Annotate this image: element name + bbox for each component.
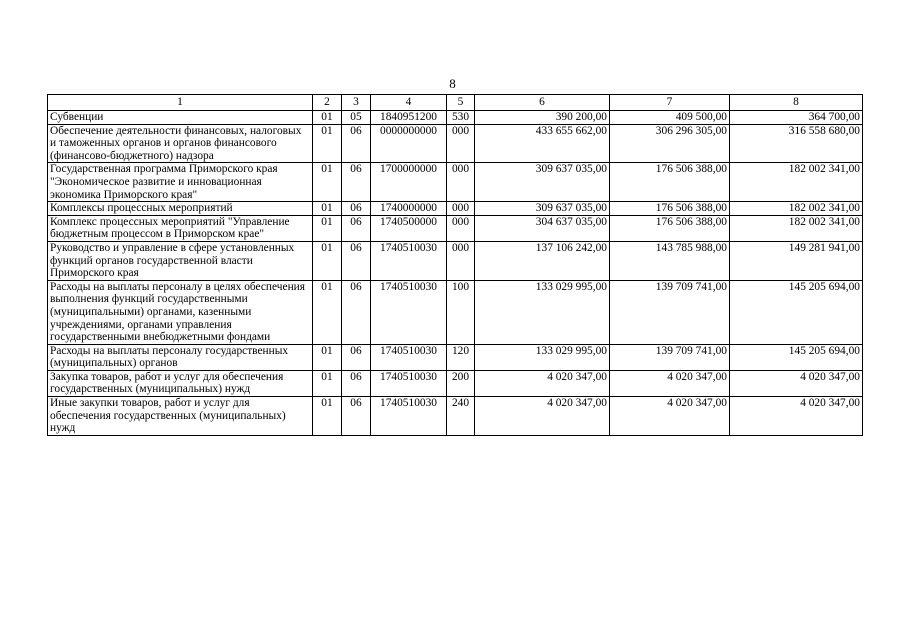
amount-col7: 176 506 388,00 [610,202,730,216]
subsection-code: 06 [342,370,371,396]
target-article-code: 1740500000 [371,215,447,241]
column-header: 1 [48,95,313,111]
expense-type-code: 530 [447,111,475,125]
amount-col6: 309 637 035,00 [475,202,610,216]
expense-name: Руководство и управление в сфере установленных функций органов государственной власти Приморского края [48,241,313,280]
subsection-code: 06 [342,344,371,370]
target-article-code: 1740000000 [371,202,447,216]
amount-col7: 176 506 388,00 [610,215,730,241]
amount-col8: 316 558 680,00 [730,124,863,163]
expense-type-code: 000 [447,124,475,163]
amount-col6: 137 106 242,00 [475,241,610,280]
target-article-code: 1740510030 [371,397,447,436]
expense-name: Обеспечение деятельности финансовых, налоговых и таможенных органов и органов финансового (финансово-бюджетного) надзора [48,124,313,163]
subsection-code: 06 [342,124,371,163]
table-row [48,202,863,216]
expense-name: Комплексы процессных мероприятий [48,202,313,216]
amount-col6: 4 020 347,00 [475,370,610,396]
table-row [48,124,863,163]
amount-col7: 409 500,00 [610,111,730,125]
subsection-code: 06 [342,280,371,344]
amount-col6: 133 029 995,00 [475,344,610,370]
section-code: 01 [313,124,342,163]
amount-col6: 433 655 662,00 [475,124,610,163]
column-header: 4 [371,95,447,111]
expense-name: Субвенции [48,111,313,125]
amount-col8: 149 281 941,00 [730,241,863,280]
amount-col7: 139 709 741,00 [610,344,730,370]
column-header: 5 [447,95,475,111]
amount-col8: 4 020 347,00 [730,397,863,436]
expense-name: Государственная программа Приморского края "Экономическое развитие и инновационная экономика Приморского края" [48,163,313,202]
target-article-code: 1740510030 [371,280,447,344]
expense-type-code: 100 [447,280,475,344]
section-code: 01 [313,241,342,280]
amount-col8: 182 002 341,00 [730,215,863,241]
expense-type-code: 240 [447,397,475,436]
subsection-code: 06 [342,241,371,280]
amount-col6: 304 637 035,00 [475,215,610,241]
column-header: 7 [610,95,730,111]
section-code: 01 [313,280,342,344]
subsection-code: 06 [342,202,371,216]
amount-col7: 306 296 305,00 [610,124,730,163]
subsection-code: 05 [342,111,371,125]
expense-name: Закупка товаров, работ и услуг для обеспечения государственных (муниципальных) нужд [48,370,313,396]
amount-col7: 143 785 988,00 [610,241,730,280]
amount-col6: 390 200,00 [475,111,610,125]
section-code: 01 [313,215,342,241]
section-code: 01 [313,397,342,436]
amount-col8: 182 002 341,00 [730,163,863,202]
amount-col7: 176 506 388,00 [610,163,730,202]
column-header: 2 [313,95,342,111]
section-code: 01 [313,344,342,370]
table-row [48,241,863,280]
column-header: 3 [342,95,371,111]
amount-col7: 139 709 741,00 [610,280,730,344]
column-header: 8 [730,95,863,111]
target-article-code: 0000000000 [371,124,447,163]
table-row [48,344,863,370]
expense-name: Расходы на выплаты персоналу государственных (муниципальных) органов [48,344,313,370]
expense-type-code: 120 [447,344,475,370]
amount-col8: 145 205 694,00 [730,344,863,370]
amount-col8: 364 700,00 [730,111,863,125]
subsection-code: 06 [342,215,371,241]
subsection-code: 06 [342,397,371,436]
amount-col6: 133 029 995,00 [475,280,610,344]
subsection-code: 06 [342,163,371,202]
target-article-code: 1700000000 [371,163,447,202]
amount-col7: 4 020 347,00 [610,397,730,436]
amount-col6: 309 637 035,00 [475,163,610,202]
expense-name: Иные закупки товаров, работ и услуг для обеспечения государственных (муниципальных) нужд [48,397,313,436]
section-code: 01 [313,370,342,396]
table-row [48,397,863,436]
expense-type-code: 000 [447,202,475,216]
page-number: 8 [449,76,456,91]
table-row [48,370,863,396]
expense-name: Расходы на выплаты персоналу в целях обеспечения выполнения функций государственными (муниципальными) органами, казенными учреждениями, органами управления государственными внебюджетными фондами [48,280,313,344]
amount-col6: 4 020 347,00 [475,397,610,436]
amount-col7: 4 020 347,00 [610,370,730,396]
table-row [48,163,863,202]
expense-type-code: 200 [447,370,475,396]
expense-type-code: 000 [447,163,475,202]
section-code: 01 [313,202,342,216]
expense-type-code: 000 [447,241,475,280]
amount-col8: 145 205 694,00 [730,280,863,344]
target-article-code: 1740510030 [371,370,447,396]
target-article-code: 1840951200 [371,111,447,125]
budget-table [47,94,863,436]
target-article-code: 1740510030 [371,241,447,280]
target-article-code: 1740510030 [371,344,447,370]
table-row [48,280,863,344]
column-header: 6 [475,95,610,111]
amount-col8: 4 020 347,00 [730,370,863,396]
expense-name: Комплекс процессных мероприятий "Управление бюджетным процессом в Приморском крае" [48,215,313,241]
table-row [48,215,863,241]
amount-col8: 182 002 341,00 [730,202,863,216]
expense-type-code: 000 [447,215,475,241]
header-row [48,95,863,111]
table-row [48,111,863,125]
section-code: 01 [313,111,342,125]
section-code: 01 [313,163,342,202]
